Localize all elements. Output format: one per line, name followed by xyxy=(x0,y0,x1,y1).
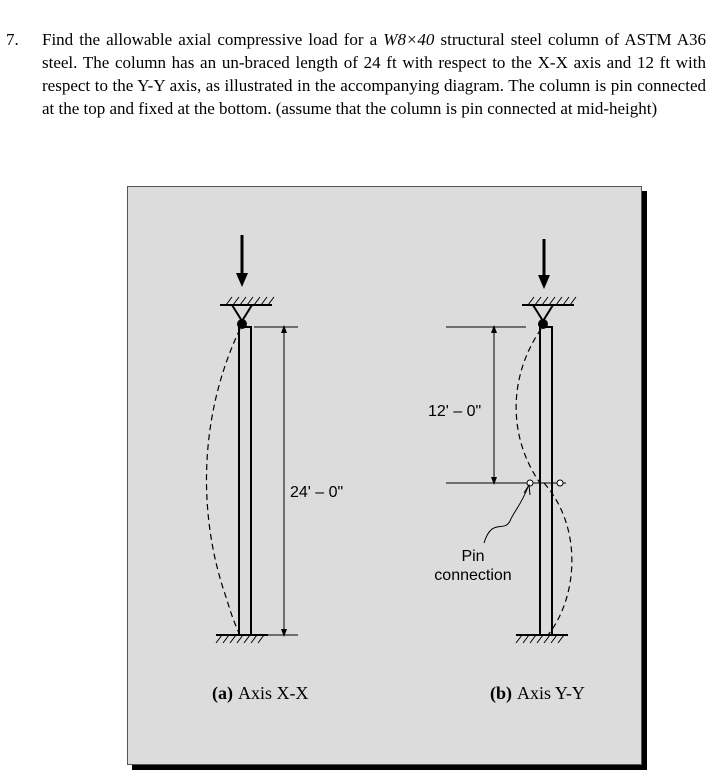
pin-label-line2: connection xyxy=(434,567,512,584)
caption-axis-yy xyxy=(490,683,585,704)
load-arrow-icon xyxy=(538,239,550,289)
dimension-12ft xyxy=(428,327,526,483)
pin-label-line1: Pin xyxy=(461,548,485,565)
dimension-24ft xyxy=(254,327,343,635)
problem-number: 7. xyxy=(6,30,19,49)
column-yy xyxy=(540,327,552,635)
dimension-12ft-label: 12' – 0" xyxy=(428,403,482,420)
column-xx xyxy=(239,327,251,635)
problem-text xyxy=(42,28,706,120)
column-diagram xyxy=(127,186,642,765)
diagram-axis-yy xyxy=(428,239,585,704)
dimension-24ft-label: 24' – 0" xyxy=(290,484,344,501)
caption-b-letter: (b) xyxy=(490,683,512,703)
buckled-shape-xx xyxy=(206,329,240,635)
caption-a-letter: (a) xyxy=(212,683,233,703)
diagram-axis-xx xyxy=(206,235,343,704)
caption-b-text: Axis Y-Y xyxy=(517,683,585,703)
buckled-shape-yy-lower xyxy=(544,483,572,635)
section-designation: W8×40 xyxy=(383,30,435,49)
problem-statement xyxy=(6,28,706,120)
load-arrow-icon xyxy=(236,235,248,287)
pin-leader-line xyxy=(484,487,528,543)
problem-text-before: Find the allowable axial compressive load for a xyxy=(42,30,384,49)
bottom-fixed-support-icon xyxy=(216,635,268,643)
caption-axis-xx xyxy=(212,683,309,704)
top-pin-support-icon xyxy=(522,297,576,329)
column-diagram-svg xyxy=(128,187,641,764)
caption-a-text: Axis X-X xyxy=(238,683,309,703)
top-pin-support-icon xyxy=(220,297,274,329)
buckled-shape-yy-upper xyxy=(516,329,541,483)
problem-text-after: structural steel column of ASTM A36 steel. The column has an un-braced length of 24 ft with respect to the X-X axis and 12 ft with respect to the Y-Y axis, as illustrated in the accompanying diagram. The column is pin connected at the top and fixed at the bottom. (assume that the column is pin connected at mid-height) xyxy=(42,30,707,118)
bottom-fixed-support-icon xyxy=(516,635,568,643)
